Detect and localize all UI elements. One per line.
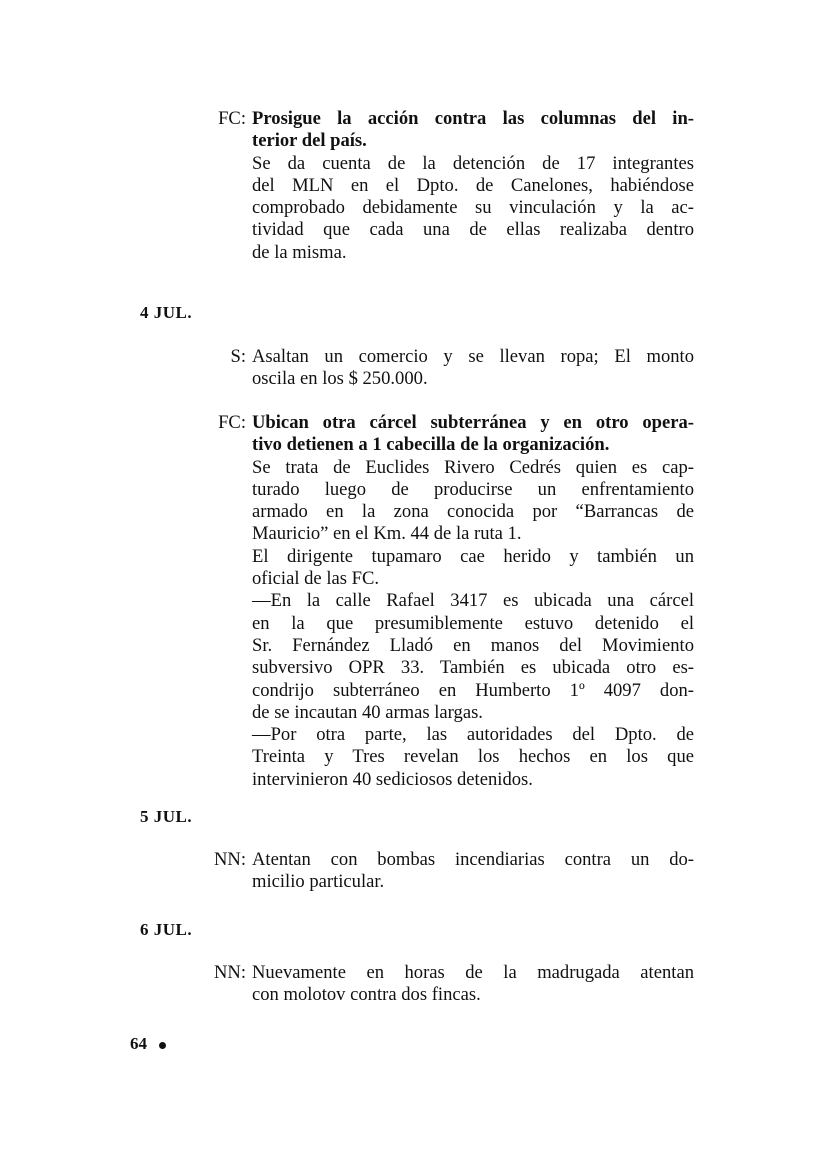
text-line: de se incautan 40 armas largas. [252,701,483,723]
text-line: —Por otra parte, las autoridades del Dpto. de [252,724,694,746]
text-line: tividad que cada una de ellas realizaba dentro [252,219,694,241]
text-line: Atentan con bombas incendiarias contra un do- [252,849,694,870]
entry-paragraph [252,346,694,391]
text-line: Nuevamente en horas de la madrugada atentan [252,962,694,983]
text-line: Mauricio” en el Km. 44 de la ruta 1. [252,523,522,545]
text-line: Se trata de Euclides Rivero Cedrés quien es cap- [252,456,694,478]
headline-line: Prosigue la acción contra las columnas del in- [252,108,694,129]
date-heading: 4 JUL. [140,303,193,322]
text-line: Sr. Fernández Lladó en manos del Movimiento [252,634,694,656]
text-line: oficial de las FC. [252,568,380,590]
text-line: Se da cuenta de la detención de 17 integrantes [252,152,694,174]
date-heading: 5 JUL. [140,807,193,826]
text-line: en la que presumiblemente estuvo detenido el [252,612,694,634]
entry-paragraph [252,849,694,894]
page-number: 64 [130,1034,147,1053]
text-line: —En la calle Rafael 3417 es ubicada una cárcel [252,590,694,612]
page-footer [130,1034,166,1054]
text-line: de la misma. [252,241,347,263]
text-line: armado en la zona conocida por “Barrancas de [252,501,694,523]
text-line: micilio particular. [252,871,385,893]
text-line: comprobado debidamente su vinculación y la ac- [252,197,694,219]
entry-tag: S: [230,346,246,367]
entry-tag: FC: [218,412,246,433]
entry-tag: FC: [218,108,246,129]
headline-line: terior del país. [252,130,367,152]
entry-paragraph [252,962,694,1007]
text-line: Treinta y Tres revelan los hechos en los que [252,746,694,768]
text-line: del MLN en el Dpto. de Canelones, habiéndose [252,174,694,196]
bullet-icon [159,1042,166,1049]
text-line: subversivo OPR 33. También es ubicada otro es- [252,657,694,679]
text-line: condrijo subterráneo en Humberto 1º 4097 don- [252,679,694,701]
entry-paragraph [252,412,694,791]
text-line: intervinieron 40 sediciosos detenidos. [252,768,533,790]
headline-line: Ubican otra cárcel subterránea y en otro opera- [252,412,694,433]
text-line: oscila en los $ 250.000. [252,368,428,390]
entry-paragraph [252,108,694,264]
headline-line: tivo detienen a 1 cabecilla de la organización. [252,434,610,456]
text-line: El dirigente tupamaro cae herido y también un [252,545,694,567]
text-line: con molotov contra dos fincas. [252,984,481,1006]
date-heading: 6 JUL. [140,920,193,939]
entry-tag: NN: [213,962,246,983]
text-line: Asaltan un comercio y se llevan ropa; El monto [252,346,694,367]
text-line: turado luego de producirse un enfrentamiento [252,478,694,500]
entry-tag: NN: [213,849,246,870]
